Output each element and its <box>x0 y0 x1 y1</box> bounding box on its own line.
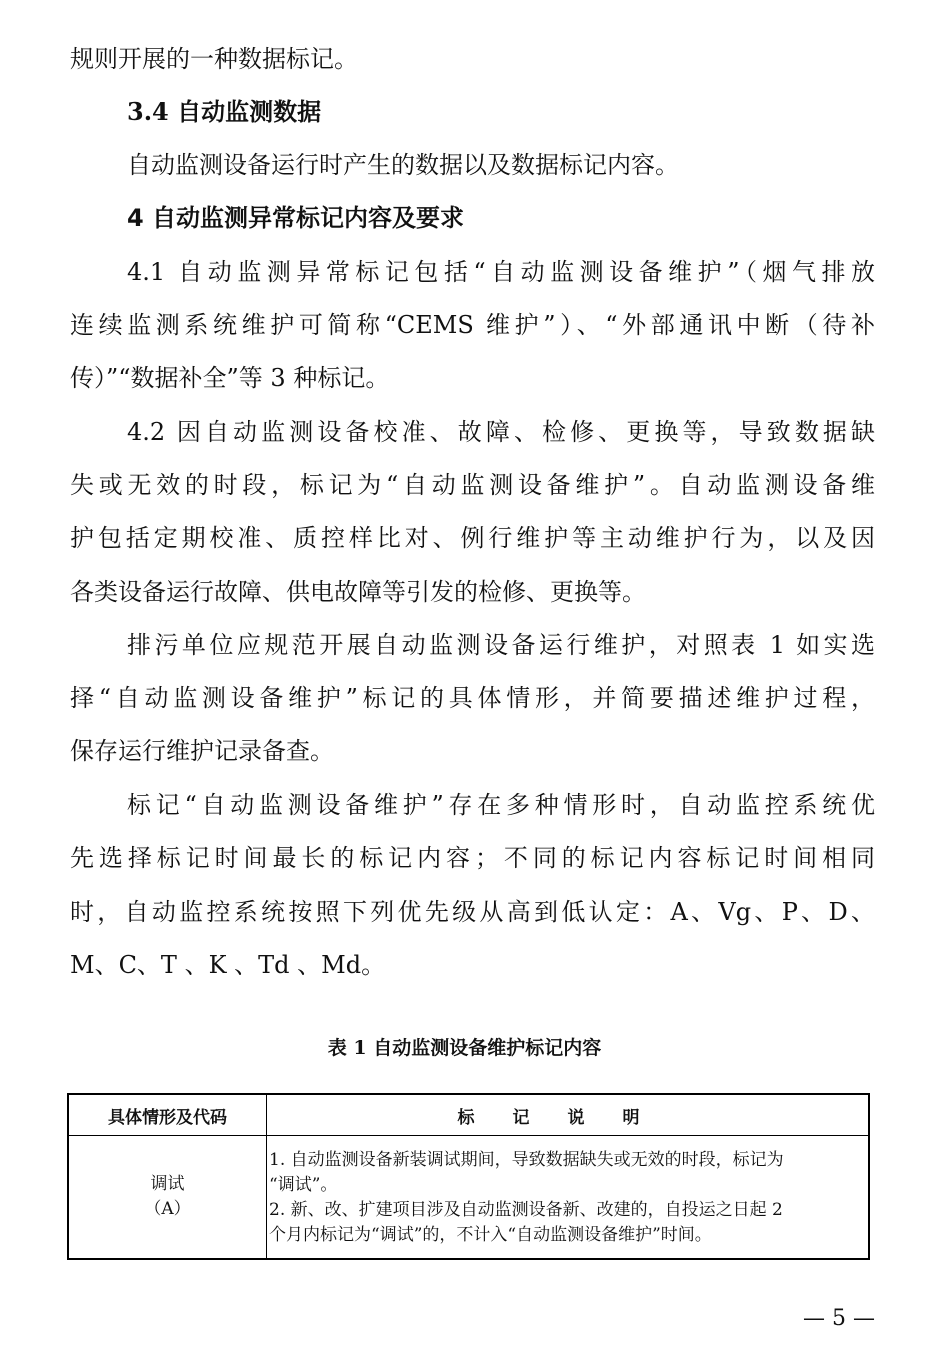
text-line: 护包括定期校准、质控样比对、例行维护等主动维护行为，以及因 <box>70 524 875 552</box>
text-line: 保存运行维护记录备查。 <box>70 737 334 765</box>
situation-name: 调试 <box>150 1174 185 1194</box>
page-number: — 5 — <box>803 1306 875 1331</box>
column-header: 标记说明 <box>267 1094 870 1136</box>
description-line: 1. 自动监测设备新装调试期间，导致数据缺失或无效的时段，标记为 <box>269 1150 784 1170</box>
text-line: 规则开展的一种数据标记。 <box>70 45 358 73</box>
description-cell <box>267 1136 870 1260</box>
situation-code: （A） <box>144 1199 191 1219</box>
text-line: 时，自动监控系统按照下列优先级从高到低认定：A、Vg、P、D、 <box>70 898 875 926</box>
table-caption: 表 1 自动监测设备维护标记内容 <box>327 1037 602 1059</box>
text-line: 择“自动监测设备维护”标记的具体情形，并简要描述维护过程， <box>70 684 875 712</box>
description-line: “调试”。 <box>269 1175 338 1195</box>
description-line: 2. 新、改、扩建项目涉及自动监测设备新、改建的，自投运之日起 2 <box>269 1200 783 1220</box>
text-line: 排污单位应规范开展自动监测设备运行维护，对照表 1 如实选 <box>127 631 875 659</box>
table-header-row <box>68 1094 869 1136</box>
text-line: M、C、T 、K 、Td 、Md。 <box>70 951 386 979</box>
situation-cell <box>68 1136 267 1260</box>
text-line: 自动监测设备运行时产生的数据以及数据标记内容。 <box>127 151 679 179</box>
text-line: 传）”“数据补全”等 3 种标记。 <box>70 364 390 392</box>
table-row <box>68 1136 869 1260</box>
section-heading-3-4: 3.4 自动监测数据 <box>127 97 322 126</box>
text-line: 各类设备运行故障、供电故障等引发的检修、更换等。 <box>70 578 646 606</box>
section-heading-4: 4 自动监测异常标记内容及要求 <box>127 204 465 232</box>
column-header: 具体情形及代码 <box>68 1094 267 1136</box>
description-line: 个月内标记为“调试”的，不计入“自动监测设备维护”时间。 <box>269 1225 712 1245</box>
text-line: 4.1 自动监测异常标记包括“自动监测设备维护”（烟气排放 <box>127 258 875 286</box>
text-line: 连续监测系统维护可简称“CEMS 维护”）、“外部通讯中断（待补 <box>70 311 875 339</box>
text-line: 先选择标记时间最长的标记内容；不同的标记内容标记时间相同 <box>70 844 875 872</box>
text-line: 失或无效的时段，标记为“自动监测设备维护”。自动监测设备维 <box>70 471 875 499</box>
text-line: 4.2 因自动监测设备校准、故障、检修、更换等，导致数据缺 <box>127 418 875 446</box>
text-line: 标记“自动监测设备维护”存在多种情形时，自动监控系统优 <box>127 791 875 819</box>
maintenance-mark-table <box>67 1093 870 1260</box>
